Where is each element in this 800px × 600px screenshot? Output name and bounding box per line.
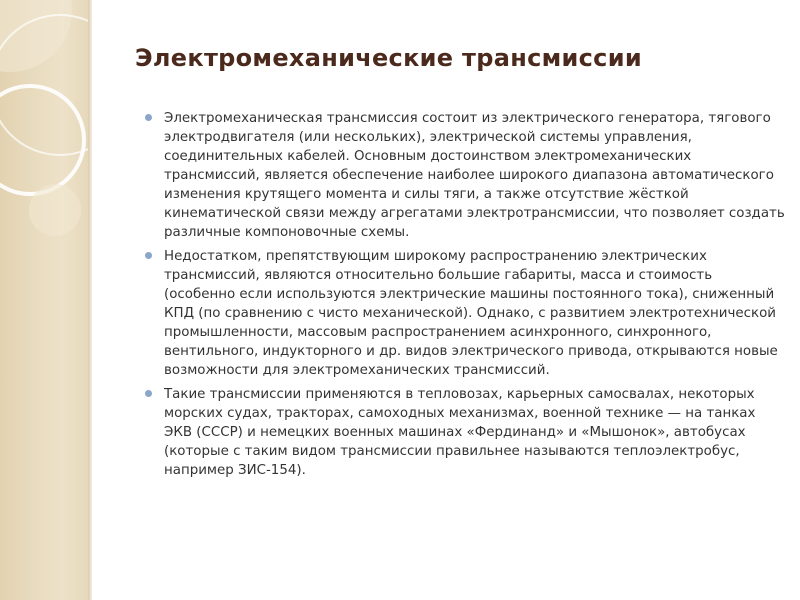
decorative-rings-icon [0,0,88,600]
bullet-icon [145,114,152,121]
bullet-icon [145,390,152,397]
bullet-text: Недостатком, препятствующим широкому распространению электрических трансмиссий, являются относительно большие габариты, масса и стоимость (особенно если используются электрические машины постоянного тока), сниженный КПД (по сравнению с чисто механической). Однако, с развитием электротехнической промышленности, массовым распространением асинхронного, синхронного, вентильного, индукторного и др. видов электрического привода, открываются новые возможности для электромеханических трансмиссий. [164,249,778,378]
bullet-text: Электромеханическая трансмиссия состоит из электрического генератора, тягового электродвигателя (или нескольких), электрической системы управления, соединительных кабелей. Основным достоинством электромеханических трансмиссий, является обеспечение наиболее широкого диапазона автоматического изменения крутящего момента и силы тяги, а также отсутствие жёсткой кинематической связи между агрегатами электротрансмиссии, что позволяет создать различные компоновочные схемы. [164,111,785,240]
bullet-item [145,109,785,242]
bullet-item [145,247,785,380]
bullet-item [145,385,785,480]
bullet-text: Такие трансмиссии применяются в тепловозах, карьерных самосвалах, некоторых морских судах, тракторах, самоходных механизмах, военной технике — на танках ЭКВ (СССР) и немецких военных машинах «Фердинанд» и «Мышонок», автобусах (которые с таким видом трансмиссии правильнее называются теплоэлектробус, например ЗИС-154). [164,387,756,478]
bullet-list [145,109,785,485]
slide-title: Электромеханические трансмиссии [135,44,642,72]
sidebar-edge [88,0,92,600]
bullet-icon [145,252,152,259]
decorative-sidebar [0,0,88,600]
